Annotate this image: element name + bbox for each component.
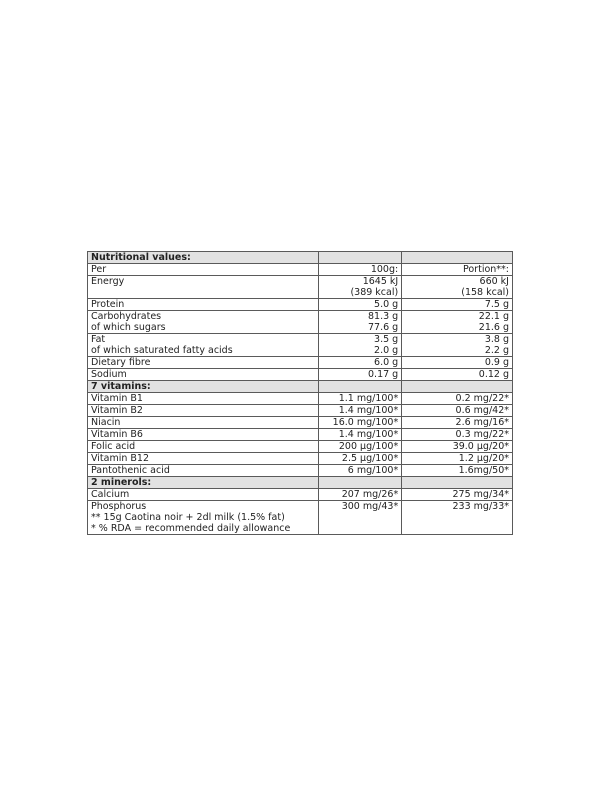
- per-100g-header: 100g:: [318, 264, 402, 276]
- sugars-value: 21.6 g: [478, 322, 509, 333]
- row-label: Vitamin B2: [88, 405, 319, 417]
- row-label: [88, 334, 319, 357]
- row-label: [88, 501, 319, 535]
- value-100g: 300 mg/43*: [318, 501, 402, 535]
- value-portion: 0.9 g: [402, 357, 513, 369]
- fat-value: 3.5 g: [374, 334, 399, 345]
- value-100g: 0.17 g: [318, 369, 402, 381]
- value-100g: 6.0 g: [318, 357, 402, 369]
- row-label: Vitamin B1: [88, 393, 319, 405]
- value-portion: 275 mg/34*: [402, 489, 513, 501]
- table-row-fibre: [88, 357, 513, 369]
- row-label: [88, 311, 319, 334]
- value-100g: 1.1 mg/100*: [318, 393, 402, 405]
- table-row-protein: [88, 299, 513, 311]
- row-label: Niacin: [88, 417, 319, 429]
- value-portion: 233 mg/33*: [402, 501, 513, 535]
- row-label: Folic acid: [88, 441, 319, 453]
- table-row-vitamin: [88, 465, 513, 477]
- value-portion: 2.6 mg/16*: [402, 417, 513, 429]
- fat-value: 3.8 g: [484, 334, 509, 345]
- value-100g: 2.5 µg/100*: [318, 453, 402, 465]
- table-row-vitamin: [88, 429, 513, 441]
- row-label: Sodium: [88, 369, 319, 381]
- table-row-energy: [88, 276, 513, 299]
- table-row-vitamin: [88, 405, 513, 417]
- row-label: Dietary fibre: [88, 357, 319, 369]
- section-title: 7 vitamins:: [88, 381, 319, 393]
- saturated-fat-value: 2.2 g: [484, 345, 509, 356]
- carbs-value: 22.1 g: [478, 311, 509, 322]
- energy-kj: 660 kJ: [479, 276, 509, 287]
- carbs-value: 81.3 g: [368, 311, 399, 322]
- row-label: Energy: [88, 276, 319, 299]
- value-portion: [402, 334, 513, 357]
- row-label: Vitamin B12: [88, 453, 319, 465]
- value-portion: 1.2 µg/20*: [402, 453, 513, 465]
- energy-kj: 1645 kJ: [362, 276, 399, 287]
- value-portion: 0.3 mg/22*: [402, 429, 513, 441]
- value-100g: 200 µg/100*: [318, 441, 402, 453]
- value-portion: 7.5 g: [402, 299, 513, 311]
- value-100g: 5.0 g: [318, 299, 402, 311]
- row-label: Per: [88, 264, 319, 276]
- carbs-label: Carbohydrates: [91, 311, 162, 322]
- header-cell: [402, 477, 513, 489]
- value-portion: 0.12 g: [402, 369, 513, 381]
- header-cell: [318, 252, 402, 264]
- value-100g: 207 mg/26*: [318, 489, 402, 501]
- table-row-vitamin: [88, 393, 513, 405]
- table-row-fat: [88, 334, 513, 357]
- value-100g: 1.4 mg/100*: [318, 405, 402, 417]
- phosphorus-label: Phosphorus: [91, 501, 147, 512]
- value-100g: [318, 334, 402, 357]
- section-header-vitamins: [88, 381, 513, 393]
- nutrition-table: [87, 251, 513, 535]
- value-100g: 16.0 mg/100*: [318, 417, 402, 429]
- header-cell: [402, 381, 513, 393]
- table-row-vitamin: [88, 441, 513, 453]
- value-portion: 0.2 mg/22*: [402, 393, 513, 405]
- energy-100g: [318, 276, 402, 299]
- section-title: 2 minerols:: [88, 477, 319, 489]
- header-cell: [318, 477, 402, 489]
- value-100g: 1.4 mg/100*: [318, 429, 402, 441]
- table-row-sodium: [88, 369, 513, 381]
- sugars-label: of which sugars: [91, 322, 166, 333]
- value-portion: 1.6mg/50*: [402, 465, 513, 477]
- row-label: Calcium: [88, 489, 319, 501]
- table-row-per: [88, 264, 513, 276]
- section-header-minerals: [88, 477, 513, 489]
- value-portion: 0.6 mg/42*: [402, 405, 513, 417]
- table-row-vitamin: [88, 453, 513, 465]
- value-100g: 6 mg/100*: [318, 465, 402, 477]
- table-row-mineral: [88, 489, 513, 501]
- footnote-portion: ** 15g Caotina noir + 2dl milk (1.5% fat): [91, 512, 285, 523]
- table-title: Nutritional values:: [88, 252, 319, 264]
- table-row-mineral: [88, 501, 513, 535]
- header-cell: [402, 252, 513, 264]
- row-label: Protein: [88, 299, 319, 311]
- row-label: Vitamin B6: [88, 429, 319, 441]
- value-portion: 39.0 µg/20*: [402, 441, 513, 453]
- row-label: Pantothenic acid: [88, 465, 319, 477]
- value-portion: [402, 311, 513, 334]
- header-cell: [318, 381, 402, 393]
- saturated-fat-label: of which saturated fatty acids: [91, 345, 233, 356]
- saturated-fat-value: 2.0 g: [374, 345, 399, 356]
- footnote-rda: * % RDA = recommended daily allowance: [91, 523, 291, 534]
- sugars-value: 77.6 g: [368, 322, 399, 333]
- value-100g: [318, 311, 402, 334]
- fat-label: Fat: [91, 334, 106, 345]
- table-row-carbohydrates: [88, 311, 513, 334]
- table-row-vitamin: [88, 417, 513, 429]
- table-header-row: [88, 252, 513, 264]
- energy-kcal: (389 kcal): [350, 287, 399, 298]
- per-portion-header: Portion**:: [402, 264, 513, 276]
- energy-portion: [402, 276, 513, 299]
- energy-kcal: (158 kcal): [461, 287, 509, 298]
